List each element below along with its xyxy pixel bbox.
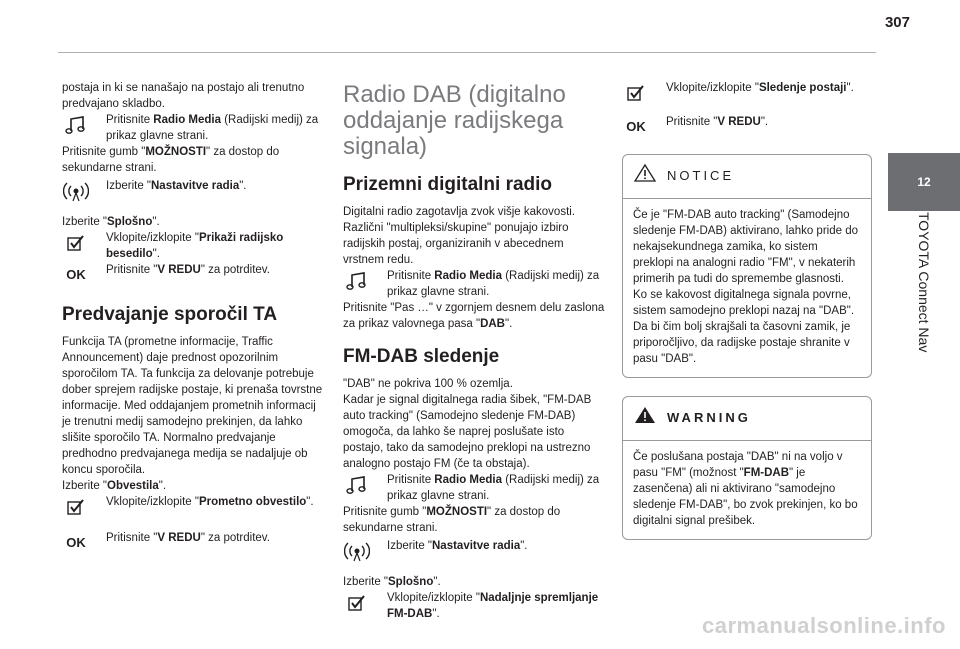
paragraph: Pritisnite "Pas …" v zgornjem desnem delu zaslona za prikaz valovnega pasa "DAB".	[343, 302, 605, 330]
warning-title: WARNING	[667, 409, 751, 425]
section-heading-ta: Predvajanje sporočil TA	[62, 304, 278, 325]
column-1	[62, 80, 324, 554]
toggle-check-icon	[343, 592, 371, 614]
notice-triangle-icon	[633, 163, 657, 188]
watermark: carmanualsonline.info	[702, 613, 946, 638]
toggle-check-icon	[622, 82, 650, 104]
step-toggle-station-tracking: Vklopite/izklopite "Sledenje postaji".	[622, 80, 872, 104]
step-ok: OK Pritisnite "V REDU" za potrditev.	[62, 530, 324, 554]
paragraph: Če poslušana postaja "DAB" ni na voljo v pasu "FM" (možnost "FM-DAB" je zasenčena) ali ni aktivirano "samodejno sledenje FM-DAB", bo zvok prekinjen, ko bo digitalni signal prešibek.	[633, 451, 858, 527]
section-title-dab: Radio DAB (digitalno oddajanje radijskega signala)	[343, 81, 566, 160]
paragraph: Izberite "Splošno".	[343, 576, 441, 588]
chapter-number: 12	[917, 175, 931, 189]
ok-icon: OK	[66, 267, 86, 282]
paragraph: "DAB" ne pokriva 100 % ozemlja.	[343, 378, 513, 390]
step-radio-settings: Izberite "Nastavitve radia".	[343, 538, 605, 562]
column-2	[343, 80, 605, 622]
toggle-check-icon	[62, 496, 90, 518]
paragraph: Ko se kakovost digitalnega signala povrne, sistem samodejno preklopi nazaj na "DAB".	[633, 289, 855, 317]
step-radio-media: Pritisnite Radio Media (Radijski medij) za prikaz glavne strani.	[343, 472, 605, 504]
paragraph: Izberite "Splošno".	[62, 216, 160, 228]
paragraph: Da bi čim bolj skrajšali ta časovni zamik, je priporočljivo, da radijske postaje shranite v pasu "DAB".	[633, 321, 851, 365]
music-note-icon	[62, 114, 90, 136]
step-radio-settings: Izberite "Nastavitve radia".	[62, 178, 324, 202]
chapter-tab[interactable]	[888, 153, 960, 211]
page-number: 307	[884, 14, 910, 31]
step-radio-media: Pritisnite Radio Media (Radijski medij) za prikaz glavne strani.	[62, 112, 324, 144]
notice-title: NOTICE	[667, 167, 735, 183]
warning-triangle-icon	[633, 405, 657, 430]
warning-box	[622, 396, 872, 540]
radio-waves-icon	[343, 540, 371, 562]
music-note-icon	[343, 270, 371, 292]
ok-icon: OK	[626, 119, 646, 134]
column-3	[622, 80, 872, 540]
music-note-icon	[343, 474, 371, 496]
section-heading-terrestrial: Prizemni digitalni radio	[343, 174, 553, 195]
paragraph: Digitalni radio zagotavlja zvok višje kakovosti. Različni "multipleksi/skupine" ponujajo izbiro radijskih postaj, organiziranih v abecednem vrstnem redu.	[343, 206, 576, 266]
paragraph: Kadar je signal digitalnega radia šibek, "FM-DAB auto tracking" (Samodejno sledenje FM-DAB) omogoča, da lahko še naprej poslušate isto postajo, tako da samodejno preklopi na ustrezno analogno postajo FM (če ta obstaja).	[343, 394, 592, 470]
paragraph: postaja in ki se nanašajo na postajo ali trenutno predvajano skladbo.	[62, 82, 305, 110]
paragraph: Pritisnite gumb "MOŽNOSTI" za dostop do sekundarne strani.	[343, 506, 561, 534]
radio-waves-icon	[62, 180, 90, 202]
step-toggle-radiotext: Vklopite/izklopite "Prikaži radijsko besedilo".	[62, 230, 324, 262]
notice-box	[622, 154, 872, 378]
chapter-side-label: TOYOTA Connect Nav	[916, 212, 932, 353]
step-radio-media: Pritisnite Radio Media (Radijski medij) za prikaz glavne strani.	[343, 268, 605, 300]
step-ok: OK Pritisnite "V REDU" za potrditev.	[62, 262, 324, 286]
ok-icon: OK	[66, 535, 86, 550]
top-rule	[58, 52, 876, 53]
step-toggle-fm-dab: Vklopite/izklopite "Nadaljnje spremljanje FM-DAB".	[343, 590, 605, 622]
toggle-check-icon	[62, 232, 90, 254]
paragraph: Izberite "Obvestila".	[62, 480, 167, 492]
step-toggle-traffic: Vklopite/izklopite "Prometno obvestilo".	[62, 494, 324, 518]
paragraph: Pritisnite gumb "MOŽNOSTI" za dostop do sekundarne strani.	[62, 146, 280, 174]
paragraph: Če je "FM-DAB auto tracking" (Samodejno sledenje FM-DAB) aktivirano, lahko pride do nekajsekundnega zamika, ko sistem preklopi na analogni radio "FM", v nekaterih primerih pa tudi do spremembe glasnosti.	[633, 209, 858, 285]
paragraph: Funkcija TA (prometne informacije, Traffic Announcement) daje prednost opozorilnim sporočilom TA. Ta funkcija za delovanje potrebuje dober sprejem radijske postaje, ki prenaša tovrstne informacije. Med oddajanjem prometnih informacij je trenutni medij samodejno prekinjen, da lahko slišite sporočilo TA. Normalno predvajanje predhodno predvajanega medija se nadaljuje ob koncu sporočila.	[62, 336, 323, 476]
section-heading-fm-dab: FM-DAB sledenje	[343, 346, 500, 367]
step-ok: OK Pritisnite "V REDU".	[622, 114, 872, 138]
